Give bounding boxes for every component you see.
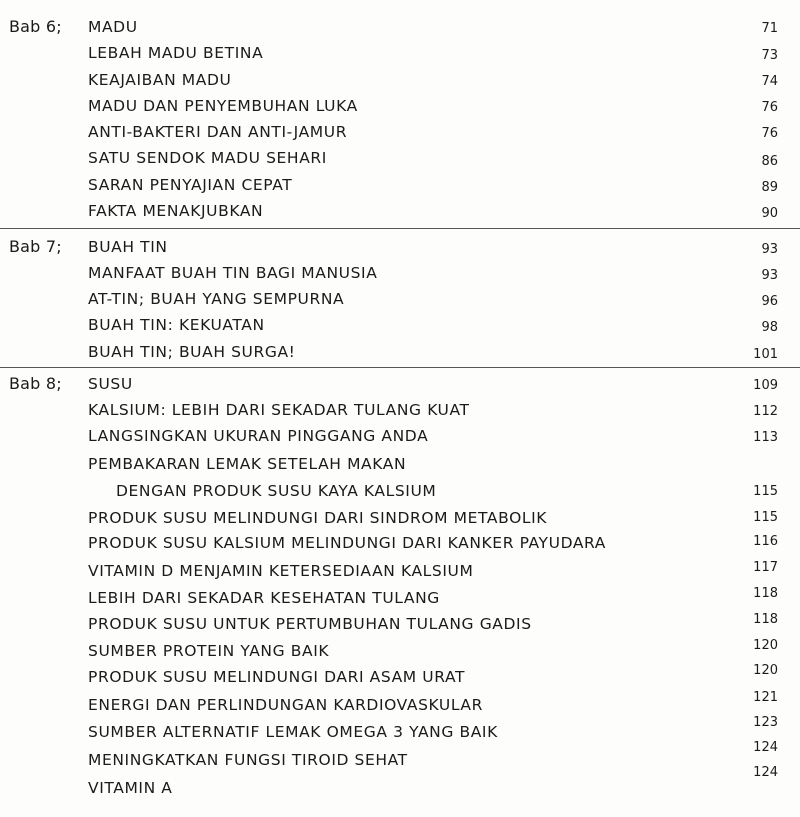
chapter-label-8: Bab 8; (9, 374, 62, 393)
toc-entry-page: 115 (753, 484, 778, 499)
toc-entry[interactable]: FAKTA MENAKJUBKAN (88, 202, 264, 220)
toc-entry[interactable]: PRODUK SUSU MELINDUNGI DARI ASAM URAT (88, 668, 466, 686)
toc-entry[interactable]: KALSIUM: LEBIH DARI SEKADAR TULANG KUAT (88, 401, 470, 419)
toc-entry-page: 73 (761, 48, 778, 63)
toc-entry-page: 89 (761, 180, 778, 195)
toc-entry-page: 120 (753, 663, 778, 678)
toc-entry[interactable]: VITAMIN D MENJAMIN KETERSEDIAAN KALSIUM (88, 562, 474, 580)
chapter-divider (0, 228, 800, 229)
toc-entry-page: 120 (753, 638, 778, 653)
toc-entry[interactable]: LANGSINGKAN UKURAN PINGGANG ANDA (88, 427, 429, 445)
toc-entry-page: 124 (753, 740, 778, 755)
toc-entry[interactable]: MADU DAN PENYEMBUHAN LUKA (88, 97, 358, 115)
toc-entry-page: 112 (753, 404, 778, 419)
chapter-label-6: Bab 6; (9, 17, 62, 36)
toc-entry[interactable]: ENERGI DAN PERLINDUNGAN KARDIOVASKULAR (88, 696, 483, 714)
toc-entry[interactable]: AT-TIN; BUAH YANG SEMPURNA (88, 290, 345, 308)
toc-entry-page: 117 (753, 560, 778, 575)
toc-entry[interactable]: KEAJAIBAN MADU (88, 71, 232, 89)
toc-entry-page: 118 (753, 612, 778, 627)
toc-entry-continuation[interactable]: DENGAN PRODUK SUSU KAYA KALSIUM (116, 482, 437, 500)
toc-entry-page: 90 (761, 206, 778, 221)
toc-entry[interactable]: SUMBER ALTERNATIF LEMAK OMEGA 3 YANG BAIK (88, 723, 498, 741)
toc-entry-page: 86 (761, 154, 778, 169)
chapter-title-8[interactable]: SUSU (88, 375, 133, 393)
toc-entry-page: 121 (753, 690, 778, 705)
toc-entry-page: 118 (753, 586, 778, 601)
chapter-page-7: 93 (761, 242, 778, 257)
toc-entry[interactable]: SARAN PENYAJIAN CEPAT (88, 176, 293, 194)
toc-entry-page: 101 (753, 347, 778, 362)
toc-entry-page: 76 (761, 100, 778, 115)
toc-entry-page: 116 (753, 534, 778, 549)
toc-entry-page: 124 (753, 765, 778, 780)
chapter-label-7: Bab 7; (9, 237, 62, 256)
toc-entry[interactable]: PRODUK SUSU KALSIUM MELINDUNGI DARI KANKER PAYUDARA (88, 534, 606, 552)
chapter-page-8: 109 (753, 378, 778, 393)
toc-entry[interactable]: LEBIH DARI SEKADAR KESEHATAN TULANG (88, 589, 440, 607)
chapter-divider (0, 367, 800, 368)
toc-entry[interactable]: PEMBAKARAN LEMAK SETELAH MAKAN (88, 455, 407, 473)
toc-entry-page: 98 (761, 320, 778, 335)
toc-entry[interactable]: VITAMIN A (88, 779, 173, 797)
toc-entry-page: 123 (753, 715, 778, 730)
toc-entry-page: 74 (761, 74, 778, 89)
toc-entry[interactable]: PRODUK SUSU MELINDUNGI DARI SINDROM METABOLIK (88, 509, 548, 527)
toc-entry[interactable]: BUAH TIN; BUAH SURGA! (88, 343, 296, 361)
toc-entry[interactable]: BUAH TIN: KEKUATAN (88, 316, 265, 334)
toc-entry[interactable]: SUMBER PROTEIN YANG BAIK (88, 642, 330, 660)
toc-entry[interactable]: PRODUK SUSU UNTUK PERTUMBUHAN TULANG GADIS (88, 615, 532, 633)
toc-entry[interactable]: MANFAAT BUAH TIN BAGI MANUSIA (88, 264, 378, 282)
toc-entry[interactable]: LEBAH MADU BETINA (88, 44, 264, 62)
toc-entry-page: 115 (753, 510, 778, 525)
toc-entry[interactable]: SATU SENDOK MADU SEHARI (88, 149, 327, 167)
toc-entry-page: 113 (753, 430, 778, 445)
chapter-title-6[interactable]: MADU (88, 18, 138, 36)
toc-entry[interactable]: MENINGKATKAN FUNGSI TIROID SEHAT (88, 751, 408, 769)
toc-entry-page: 93 (761, 268, 778, 283)
toc-entry[interactable]: ANTI-BAKTERI DAN ANTI-JAMUR (88, 123, 348, 141)
toc-entry-page: 96 (761, 294, 778, 309)
chapter-title-7[interactable]: BUAH TIN (88, 238, 168, 256)
chapter-page-6: 71 (761, 21, 778, 36)
toc-entry-page: 76 (761, 126, 778, 141)
